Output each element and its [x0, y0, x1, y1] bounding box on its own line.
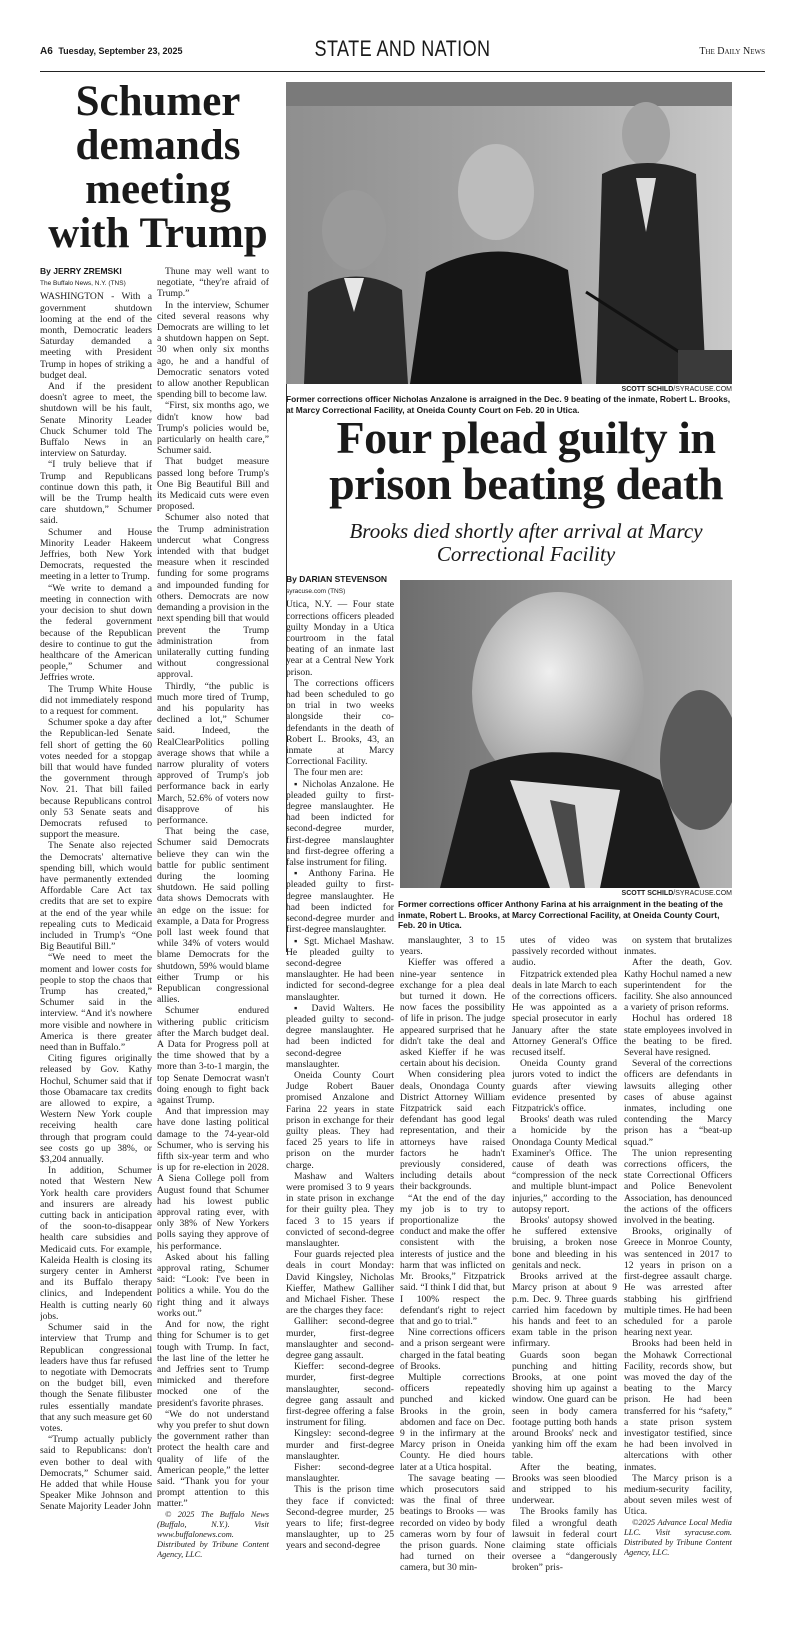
- paragraph: “At the end of the day my job is to try to proportionalize the conduct and make the offer consistent with the interests of justice and the harm that was inflicted on Mr. Brooks,” Fitzpatrick said. “I think I did that, but I 100% respect the defendant's right to reject that and go to trial.”: [400, 1192, 505, 1327]
- photo2-caption: Former corrections officer Anthony Farina at his arraignment in the beating of the inmate, Robert L. Brooks, at Marcy Correctional Facility, at Oneida County Court, Feb. 20 in Utica.: [398, 899, 723, 930]
- paragraph: Schumer and House Minority Leader Hakeem Jeffries, both New York Democrats, requested the meeting in a letter to Trump.: [40, 526, 152, 583]
- paragraph: Schumer endured withering public criticism after the March budget deal. A Data for Progress poll at the time showed that by a more than 3-to-1 margin, the top Senate Democrat wasn't doing enough to fight back against Trump.: [157, 1005, 269, 1107]
- right-story-column-1: [286, 574, 394, 1610]
- paragraph: “I truly believe that if Trump and Republicans continue down this path, it will be the Trump health care shutdown,” Schumer said.: [40, 459, 152, 527]
- paragraph: Brooks' death was ruled a homicide by the Onondaga County Medical Examiner's Office. The cause of death was “compression of the neck and multiple blunt-impact injuries,” according to the autopsy report.: [512, 1114, 617, 1215]
- paragraph: The Senate also rejected the Democrats' alternative spending bill, which would have permanently extended Affordable Care Act tax credits that are set to expire at the end of the year while repealing cuts to Medicaid included in Trump's “One Big Beautiful Bill.”: [40, 840, 152, 953]
- right-col4-body: [624, 935, 732, 1518]
- courtroom-photo-image: [286, 82, 732, 384]
- right-story-credit: syracuse.com (TNS): [286, 588, 346, 596]
- paragraph: Hochul has ordered 18 state employees involved in the beating to be fired. Several have resigned.: [624, 1013, 732, 1059]
- paragraph: That budget measure passed long before Trump's One Big Beautiful Bill and its Medicaid cuts were even proposed.: [157, 456, 269, 513]
- paragraph: Galliher: second-degree murder, first-degree manslaughter and second-degree gang assault.: [286, 1316, 394, 1362]
- paragraph: That being the case, Schumer said Democrats believe they can win the battle for public sentiment during the looming shutdown. He said polling data shows Democrats with an edge on the issue: for example, a Data for Progress poll last week found that while 34% of voters would blame Democrats for the shutdown, 59% would blame either Trump or his Republican congressional allies.: [157, 826, 269, 1006]
- photo2-org: /SYRACUSE.COM: [673, 890, 732, 897]
- paragraph: After the beating, Brooks was seen bloodied and stripped to his underwear.: [512, 1461, 617, 1507]
- paragraph: Mashaw and Walters were promised 3 to 9 years in state prison in exchange for their guilty plea. They faced 3 to 15 years if convicted of second-degree manslaughter.: [286, 1170, 394, 1249]
- paragraph: manslaughter, 3 to 15 years.: [400, 935, 505, 958]
- paragraph: The Trump White House did not immediately respond to a request for comment.: [40, 683, 152, 717]
- paragraph: And for now, the right thing for Schumer is to get tough with Trump. In fact, the last line of the letter he and Jeffries sent to Trump mimicked and therefore mocked one of the president's favorite phrases.: [157, 1319, 269, 1409]
- left-col2-body: [157, 266, 269, 1510]
- paragraph: Kieffer: second-degree murder, first-degree manslaughter, second-degree gang assault and first-degree offering a false instrument for filing.: [286, 1361, 394, 1429]
- paragraph: Brooks, originally of Greece in Monroe County, was sentenced in 2017 to 12 years in prison on a first-degree assault charge. He was arrested after stabbing his girlfriend multiple times. He had been scheduled for a parole hearing next year.: [624, 1226, 732, 1339]
- left-story-headline: Schumer demands meeting with Trump: [48, 78, 268, 257]
- right-story-column-3: [512, 935, 617, 1610]
- paragraph: Kieffer was offered a nine-year sentence in exchange for a plea deal but turned it down. He now faces the possibility of life in prison. The judge appeared surprised that he didn't take the deal and asked Kieffer if he was certain about his decision.: [400, 957, 505, 1070]
- left-col1-body: [40, 291, 152, 1512]
- paragraph: “We do not understand why you prefer to shut down the government rather than protect the health care and quality of life of the American people,” the letter said. “Thank you for your prompt attention to this matter.”: [157, 1408, 269, 1510]
- photo1-org: /SYRACUSE.COM: [673, 386, 732, 393]
- paragraph: And if the president doesn't agree to meet, the shutdown will be his fault, Senate Minority Leader Chuck Schumer told The Buffalo News in an interview on Saturday.: [40, 381, 152, 460]
- photo-anzalone: [286, 82, 732, 384]
- paragraph: Nine corrections officers and a prison sergeant were charged in the fatal beating of Brooks.: [400, 1327, 505, 1372]
- paragraph: Oneida County grand jurors voted to indict the guards after viewing evidence presented by Fitzpatrick's office.: [512, 1058, 617, 1115]
- paragraph: When considering plea deals, Onondaga County District Attorney William Fitzpatrick said each defendant has good legal representation, and their attorneys have raised factors he hadn't previously considered, including details about their backgrounds.: [400, 1069, 505, 1193]
- photo2-photographer: SCOTT SCHILD: [621, 890, 674, 897]
- paragraph: Brooks' autopsy showed he suffered extensive bruising, a broken nose bone and bleeding in his genitals and neck.: [512, 1215, 617, 1271]
- paragraph: Schumer also noted that the Trump administration undercut what Congress intended with that budget measure when it rescinded funding for some programs and impounded funding for others. Democrats are now demanding a provision in the next spending bill that would prevent the Trump administration from unilaterally cutting funding without congressional approval.: [157, 512, 269, 681]
- right-col1-body: [286, 599, 394, 1551]
- farina-photo-image: [400, 580, 732, 888]
- paragraph: Asked about his falling approval rating, Schumer said: “Look: I've been in politics a while. You do the right thing and it always works out.”: [157, 1251, 269, 1319]
- photo2-credit: [400, 890, 732, 897]
- photo1-credit: [286, 386, 732, 393]
- left-story-column-2: [157, 266, 269, 1606]
- paragraph: on system that brutalizes inmates.: [624, 935, 732, 958]
- paragraph: Citing figures originally released by Gov. Kathy Hochul, Schumer said that if those Obamacare tax credits are allowed to expire, a Western New York couple receiving health care through that program could see costs go up 38%, or $3,204 annually.: [40, 1053, 152, 1166]
- paragraph: The union representing corrections officers, the state Correctional Officers and Police Benevolent Association, has denounced the actions of the officers involved in the beating.: [624, 1147, 732, 1227]
- paragraph: Brooks had been held in the Mohawk Correctional Facility, records show, but was moved the day of the beating to the Marcy prison. He had been transferred for his “safety,” a state prison system investigator testified, since he had been involved in altercations with other inmates.: [624, 1338, 732, 1473]
- right-story-deck: Brooks died shortly after arrival at Marcy Correctional Facility: [349, 519, 703, 566]
- paragraph: Kingsley: second-degree murder and first-degree manslaughter.: [286, 1428, 394, 1462]
- newspaper-name: The Daily News: [699, 46, 765, 57]
- paragraph: Four guards rejected plea deals in court Monday: David Kingsley, Nicholas Kieffer, Mathew Galliher and Michael Fisher. These are the charges they face:: [286, 1249, 394, 1317]
- paragraph: The savage beating — which prosecutors said was the final of three beatings to Brooks — was recorded on video by body cameras worn by four of the prison guards. None had turned on their camera, but 30 min-: [400, 1472, 505, 1574]
- paragraph: Utica, N.Y. — Four state corrections officers pleaded guilty Monday in a Utica courtroom in the fatal beating of an inmate last year at a Central New York prison.: [286, 599, 394, 678]
- photo1-caption: Former corrections officer Nicholas Anzalone is arraigned in the Dec. 9 beating of the inmate, Robert L. Brooks, at Marcy Correctional Facility, at Oneida County Court on Feb. 20 in Utica.: [286, 394, 731, 415]
- left-story-byline: By JERRY ZREMSKI: [40, 266, 122, 276]
- paragraph: In the interview, Schumer cited several reasons why Democrats are willing to let a shutdown happen on Sept. 30 when only six months ago, he and a handful of Democratic senators voted to allow another Republican spending bill to become law.: [157, 299, 269, 401]
- paragraph: Guards soon began punching and hitting Brooks, at one point shoving him up against a window. One guard can be seen in body camera footage putting both hands around Brooks' neck and yanking him off the exam table.: [512, 1349, 617, 1462]
- photo-farina: [400, 580, 732, 888]
- right-story-column-4: [624, 935, 732, 1610]
- left-story-column-1: [40, 266, 152, 1606]
- section-title: STATE AND NATION: [314, 36, 491, 61]
- paragraph: ▪ David Walters. He pleaded guilty to second-degree manslaughter. He had been indicted for second-degree manslaughter.: [286, 1002, 394, 1070]
- paragraph: Thirdly, “the public is much more tired of Trump, and his popularity has declined a lot,” Schumer said. Indeed, the RealClearPolitics polling average shows that while a narrow plurality of voters approved of Trump's job performance back in early March, 52.6% of voters now disapprove of his performance.: [157, 680, 269, 826]
- paragraph: Multiple corrections officers repeatedly punched and kicked Brooks in the groin, abdomen and face on Dec. 9 in the infirmary at the Marcy prison in Oneida County. He died hours later at a Utica hospital.: [400, 1371, 505, 1473]
- paragraph: WASHINGTON - With a government shutdown looming at the end of the month, Democratic leaders Saturday demanded a meeting with President Trump in hopes of striking a budget deal.: [40, 291, 152, 381]
- page-header: [40, 38, 765, 72]
- paragraph: utes of video was passively recorded without audio.: [512, 935, 617, 969]
- paragraph: The Marcy prison is a medium-security facility, about seven miles west of Utica.: [624, 1472, 732, 1518]
- paragraph: Thune may well want to negotiate, “they're afraid of Trump.”: [157, 266, 269, 300]
- photo1-photographer: SCOTT SCHILD: [621, 386, 674, 393]
- paragraph: ▪ Sgt. Michael Mashaw. He pleaded guilty to second-degree manslaughter. He had been indicted for second-degree manslaughter.: [286, 935, 394, 1003]
- paragraph: And that impression may have done lasting political damage to the 74-year-old Schumer, who is serving his fifth six-year term and who is up for re-election in 2028. A Siena College poll from August found that Schumer had his lowest public approval rating ever, with only 38% of New Yorkers polls saying they approve of his performance.: [157, 1106, 269, 1252]
- paragraph: ▪ Anthony Farina. He pleaded guilty to first-degree manslaughter. He had been indicted for second-degree murder and first-degree manslaughter.: [286, 868, 394, 936]
- left-story-copyright: © 2025 The Buffalo News (Buffalo, N.Y.). Visit www.buffalonews.com. Distributed by Tribune Content Agency, LLC.: [157, 1509, 269, 1559]
- paragraph: Brooks arrived at the Marcy prison at about 9 p.m. Dec. 9. Three guards carried him facedown by his hands and feet to an exam table in the prison infirmary.: [512, 1271, 617, 1350]
- paragraph: In addition, Schumer noted that Western New York health care providers and insurers are already cutting back in anticipation of the soon-to-disappear health care subsidies and Medicaid cuts. For example, Kaleida Health is closing its surgery center in Amherst and its Buffalo therapy clinics, and Independent Health is cutting nearly 60 jobs.: [40, 1165, 152, 1322]
- right-story-byline: By DARIAN STEVENSON: [286, 574, 388, 584]
- paragraph: The four men are:: [294, 767, 363, 779]
- paragraph: “First, six months ago, we didn't know how bad Trump's policies would be, particularly on health care,” Schumer said.: [157, 400, 269, 457]
- paragraph: “We write to demand a meeting in connection with your decision to shut down the federal government because of the Republican desire to continue to gut the healthcare of the American people,” Schumer and Jeffries wrote.: [40, 582, 152, 684]
- right-story-copyright: ©2025 Advance Local Media LLC. Visit syracuse.com. Distributed by Tribune Content Agency, LLC.: [624, 1517, 732, 1557]
- right-col3-body: [512, 935, 617, 1574]
- paragraph: ▪ Nicholas Anzalone. He pleaded guilty to first-degree manslaughter. He had been indicted for second-degree murder, first-degree manslaughter and first-degree offering a false instrument for filing.: [286, 778, 394, 869]
- paragraph: After the death, Gov. Kathy Hochul named a new superintendent for the facility. She also announced a variety of prison reforms.: [624, 957, 732, 1014]
- paragraph: Fitzpatrick extended plea deals in late March to each of the corrections officers. He was appointed as a special prosecutor in early January after the state Attorney General's Office recused itself.: [512, 968, 617, 1059]
- right-story-column-2: [400, 935, 505, 1610]
- right-story-headline: Four plead guilty in prison beating death: [329, 412, 723, 509]
- paragraph: This is the prison time they face if convicted: Second-degree murder, 25 years to life; first-degree manslaughter, up to 25 years and second-degree: [286, 1484, 394, 1552]
- paragraph: The Brooks family has filed a wrongful death lawsuit in federal court claiming state officials oversee a “dangerously broken” pris-: [512, 1506, 617, 1574]
- paragraph: “Trump actually publicly said to Republicans: don't even bother to deal with Democrats,” Schumer said. He added that while House Speaker Mike Johnson and Senate Majority Leader John: [40, 1434, 152, 1513]
- right-col2-body: [400, 935, 505, 1574]
- left-story-credit: The Buffalo News, N.Y. (TNS): [40, 280, 126, 288]
- paragraph: Schumer spoke a day after the Republican-led Senate fell short of getting the 60 votes needed for a stopgap bill that would have funded the government through Nov. 21. That bill failed because Republicans control only 53 Senate seats and Democrats refused to support the measure.: [40, 717, 152, 841]
- paragraph: Oneida County Court Judge Robert Bauer promised Anzalone and Farina 22 years in state prison in exchange for their guilty pleas. They had faced 25 years to life in prison on the murder charge.: [286, 1069, 394, 1171]
- page-number: A6: [40, 46, 53, 57]
- paragraph: Fisher: second-degree manslaughter.: [286, 1462, 394, 1485]
- issue-date: Tuesday, September 23, 2025: [58, 46, 183, 56]
- paragraph: Several of the corrections officers are defendants in lawsuits alleging other cases of abuse against inmates, including one contending the Marcy prison has a “beat-up squad.”: [624, 1058, 732, 1148]
- paragraph: Schumer said in the interview that Trump and Republican congressional leaders have thus far refused to negotiate with Democrats on the budget bill, even though the Senate filibuster rules essentially mandate that any such measure get 60 votes.: [40, 1322, 152, 1434]
- paragraph: The corrections officers had been scheduled to go on trial in two weeks alongside their co-defendants in the death of Robert L. Brooks, 43, an inmate at Marcy Correctional Facility.: [286, 677, 394, 768]
- paragraph: “We need to meet the moment and lower costs for people to stop the chaos that Trump has created,” Schumer said in the interview. “And it's nowhere more visible and nowhere in America is there greater need than in Buffalo.”: [40, 952, 152, 1054]
